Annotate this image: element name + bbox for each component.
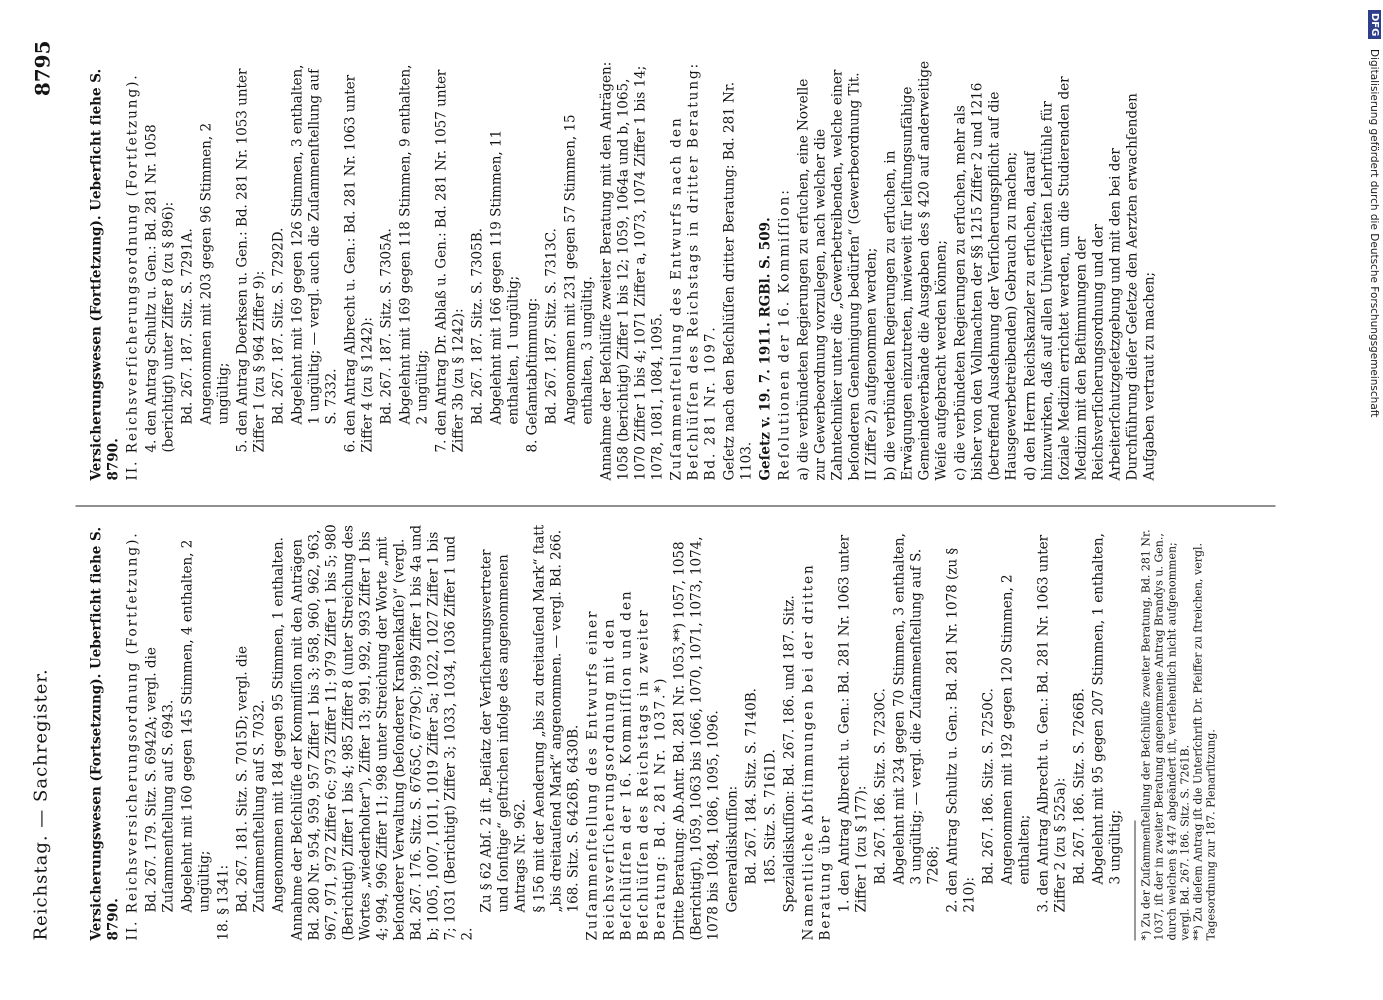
left-column-paragraph: Annahme der Beſchlüſſe der Kommiſſion mit den Anträgen Bd. 280 Nr. 954, 959, 957 Ziffer 1 bis 3; 958, 960, 962, 963, 967, 971, 972 Ziffer 6c; 973 Ziffer 11; 979 Ziffer 1 bis 5; 980 (Berichtigt) Ziffer 1 bis 4; 985 Ziffer 8 (unter Streichung des Wortes „wiederholter“), Ziffer 13; 991, 992, 993 Ziffer 1 bis 4; 994, 996 Ziffer 11; 998 unter Streichung der Worte „mit beſonderer Verwaltung (beſonderer Krankenkaſſe)“ (vergl. Bd. 267. 176. Sitz. S. 6765C, 6779C); 999 Ziffer 1 bis 4a und b; 1005, 1007, 1011, 1019 Ziffer 5a; 1022, 1027 Ziffer 1 bis 7; 1031 (Berichtigt) Ziffer 3; 1033, 1034, 1036 Ziffer 1 und 2. [289, 523, 475, 940]
right-column-paragraph: b) die verbündeten Regierungen zu erſuchen, in Erwägungen einzutreten, inwieweit für leiſtungsunfähige Gemeindeverbände die Ausgaben des § 420 auf anderweitige Weiſe aufgebracht werden können; [882, 60, 949, 480]
left-column-paragraph: § 156 mit der Aenderung „bis zu dreitauſend Mark“ ſtatt „bis dreitauſend Mark“ angenommen. — vergl. Bd. 266. 168. Sitz. S. 6426B, 6430B. [531, 524, 581, 912]
left-column-paragraph: Namentliche Abſtimmungen bei der dritten Beratung über [800, 562, 833, 940]
right-column-paragraph: Abgelehnt mit 169 gegen 118 Stimmen, 9 enthalten, 2 ungültig; [397, 64, 430, 424]
right-column-paragraph: Geſetz v. 19. 7. 1911. RGBl. S. 509. [757, 216, 773, 480]
left-column-paragraph: 3. den Antrag Albrecht u. Gen.: Bd. 281 Nr. 1063 unter Ziffer 2 (zu § 525a): [1035, 534, 1068, 912]
footnote: *) Zu der Zuſammenſtellung der Beſchlüſſe zweiter Beratung, Bd. 281 Nr. 1037, iſt der in zweiter Beratung angenommene Antrag Brandys u. Gen., durch welchen § 447 abgeändert iſt, verſehentlich nicht aufgenommen; vergl. Bd. 267. 186. Sitz. S. 7261B. [1139, 528, 1191, 940]
left-column-paragraph: 2. den Antrag Schultz u. Gen.: Bd. 281 Nr. 1078 (zu § 210): [944, 547, 977, 912]
left-column-paragraph: Zu § 62 Abſ. 2 iſt „Beiſatz der Verſicherungsvertreter und ſonſtige“ geſtrichen infolge des angenommenen Antrags Nr. 962. [478, 549, 528, 912]
left-column [88, 520, 1217, 940]
running-head-title: Reichstag. — Sachregister. [30, 667, 51, 940]
running-head [30, 40, 60, 940]
left-column-paragraph: Abgelehnt mit 234 gegen 70 Stimmen, 3 enthalten, 3 ungültig; — vergl. die Zuſammenſtellung auf S. 7268; [891, 532, 941, 884]
left-column-paragraph: Generaldiskuſſion: [724, 785, 740, 912]
left-column-paragraph: II. Reichsversicherungsordnung (Fortſetzung). [124, 530, 140, 940]
right-column-paragraph: Zuſammenſtellung des Entwurfs nach den Beſchlüſſen des Reichstags in dritter Beratung: Bd. 281 Nr. 1097. [668, 61, 718, 480]
dfg-funding-notice: Digitalisierung gefördert durch die Deutsche Forschungsgemeinschaft [1368, 48, 1380, 418]
left-column-paragraph: Bd. 267. 186. Sitz. S. 7230C. [872, 687, 888, 884]
right-column-paragraph: Abgelehnt mit 166 gegen 119 Stimmen, 11 enthalten, 1 ungültig; [488, 129, 521, 424]
digitization-stamp [1357, 10, 1383, 990]
right-column-paragraph: d) den Herrn Reichskanzler zu erſuchen, darauf hinzuwirken, daß auf allen Univerſitäten Lehrſtühle für ſoziale Medizin errichtet werden, um die Studierenden der Medizin mit den Beſtimmungen der Reichsverſicherungsordnung und der Arbeiterſchutzgeſetzgebung und mit den bei der Durchführung dieſer Geſetze den Aerzten erwachſenden Aufgaben vertraut zu machen; [1022, 75, 1157, 480]
right-column-paragraph: Annahme der Beſchlüſſe zweiter Beratung mit den Anträgen: 1058 (berichtigt) Ziffer 1 bis 12; 1059, 1064a und b, 1065, 1070 Ziffer 1 bis 4; 1071 Ziffer a, 1073, 1074 Ziffer 1 bis 14; 1078, 1081, 1084, 1095. [598, 61, 665, 480]
footnote-rule [1134, 820, 1135, 940]
left-column-paragraph: Spezialdiskuſſion: Bd. 267. 186. und 187. Sitz. [781, 594, 797, 912]
page-number: 8795 [30, 40, 54, 96]
left-column-paragraph: Bd. 267. 184. Sitz. S. 7140B. [743, 687, 759, 884]
right-column-paragraph: Bd. 267. 187. Sitz. S. 7292D. [270, 227, 286, 424]
left-column-paragraph: Versicherungswesen (Fortsetzung). Ueberſicht ſiehe S. 8790. [88, 526, 121, 940]
right-column-paragraph: Bd. 267. 187. Sitz. S. 7305B. [469, 227, 485, 424]
right-column-paragraph: 8. Geſamtabſtimmung: [524, 297, 540, 452]
right-column-paragraph: Bd. 267. 187. Sitz. S. 7305A. [378, 227, 394, 424]
left-column-paragraph: Bd. 267. 179. Sitz. S. 6942A; vergl. die Zuſammenſtellung auf S. 6943. [143, 646, 176, 912]
left-column-paragraph: Bd. 267. 186. Sitz. S. 7250C. [980, 687, 996, 884]
right-column-paragraph: Bd. 267. 187. Sitz. S. 7291A. [179, 227, 195, 424]
left-column-paragraph: Abgelehnt mit 95 gegen 207 Stimmen, 1 enthalten, 3 ungültig; [1090, 532, 1123, 884]
right-column-paragraph: Angenommen mit 231 gegen 57 Stimmen, 15 enthalten, 3 ungültig. [562, 113, 595, 424]
right-column-paragraph: Versicherungswesen (Fortſetzung). Ueberſicht ſiehe S. 8790. [88, 68, 121, 480]
footnote: **) Zu dieſem Antrag iſt die Unterſchrift Dr. Pfeiffer zu ſtreichen, vergl. Tagesordnung zur 187. Plenarſitzung. [1191, 542, 1217, 940]
right-column-paragraph: II. Reichsverſicherungsordnung (Fortſetzung). [124, 72, 140, 480]
right-column-paragraph: Reſolutionen der 16. Kommiſſion: [776, 187, 792, 480]
left-column-paragraph: 18. § 1341: [215, 864, 231, 940]
right-column-paragraph: Abgelehnt mit 169 gegen 126 Stimmen, 3 enthalten, 1 ungültig; — vergl. auch die Zuſammenſtellung auf S. 7332. [289, 64, 339, 424]
column-divider [75, 505, 1275, 506]
right-column-paragraph: 5. den Antrag Doerksen u. Gen.: Bd. 281 Nr. 1053 unter Ziffer 1 (zu § 964 Ziffer 9): [234, 68, 267, 452]
left-column-paragraph: Angenommen mit 184 gegen 95 Stimmen, 1 enthalten. [270, 536, 286, 912]
left-column-paragraph: Abgelehnt mit 160 gegen 145 Stimmen, 4 enthalten, 2 ungültig; [179, 539, 212, 912]
dfg-logo: DFG [1368, 10, 1381, 39]
left-column-paragraph: Bd. 267. 186. Sitz. S. 7266B. [1071, 687, 1087, 884]
right-column-paragraph: Angenommen mit 203 gegen 96 Stimmen, 2 ungültig; [198, 122, 231, 424]
right-column-paragraph: Geſetz nach den Beſchlüſſen dritter Beratung: Bd. 281 Nr. 1103. [721, 81, 754, 480]
left-column-paragraph: 1. den Antrag Albrecht u. Gen.: Bd. 281 Nr. 1063 unter Ziffer 1 (zu § 177): [836, 534, 869, 912]
left-column-paragraph: Angenommen mit 192 gegen 120 Stimmen, 2 enthalten; [999, 573, 1032, 884]
left-column-paragraph: 185. Sitz. S. 7161D. [762, 748, 778, 884]
right-column-paragraph: a) die verbündeten Regierungen zu erſuchen, eine Novelle zur Gewerbeordnung vorzulegen, nach welcher die Zahntechniker unter die „Gewerbetreibenden, welche einer beſonderen Genehmigung bedürfen“ (Gewerbeordnung Tit. II Ziffer 2) aufgenommen werden; [795, 69, 879, 480]
right-column-paragraph: 6. den Antrag Albrecht u. Gen.: Bd. 281 Nr. 1063 unter Ziffer 4 (zu § 1242): [342, 74, 375, 452]
right-column [88, 60, 1160, 480]
left-column-paragraph: Bd. 267. 181. Sitz. S. 7015D; vergl. die Zuſammenſtellung auf S. 7032. [234, 645, 267, 912]
right-column-paragraph: 4. den Antrag Schultz u. Gen.: Bd. 281 Nr. 1058 (berichtigt) unter Ziffer 8 (zu § 896): [143, 123, 176, 452]
right-column-paragraph: c) die verbündeten Regierungen zu erſuchen, mehr als bisher von den Vollmachten der §§ 1215 Ziffer 2 und 1216 (betreffend Ausdehnung der Verſicherungspflicht auf die Hausgewerbetreibenden) Gebrauch zu machen; [952, 82, 1019, 480]
right-column-paragraph: 7. den Antrag Dr. Ablaß u. Gen.: Bd. 281 Nr. 1057 unter Ziffer 3b (zu § 1242): [433, 69, 466, 452]
left-column-paragraph: Dritte Beratung: Ab.Antr. Bd. 281 Nr. 1053,**) 1057, 1058 (Berichtigt), 1059, 1063 bis 1066, 1070, 1071, 1073, 1074, 1078 bis 1084, 1086, 1095, 1096. [671, 535, 721, 940]
left-column-paragraph: Zuſammenſtellung des Entwurfs einer Reichsverſicherungsordnung mit den Beſchlüſſen der 16. Kommiſſion und den Beſchlüſſen des Reichstags in zweiter Beratung: Bd. 281 Nr. 1037.*) [584, 588, 668, 940]
right-column-paragraph: Bd. 267. 187. Sitz. S. 7313C. [543, 227, 559, 424]
